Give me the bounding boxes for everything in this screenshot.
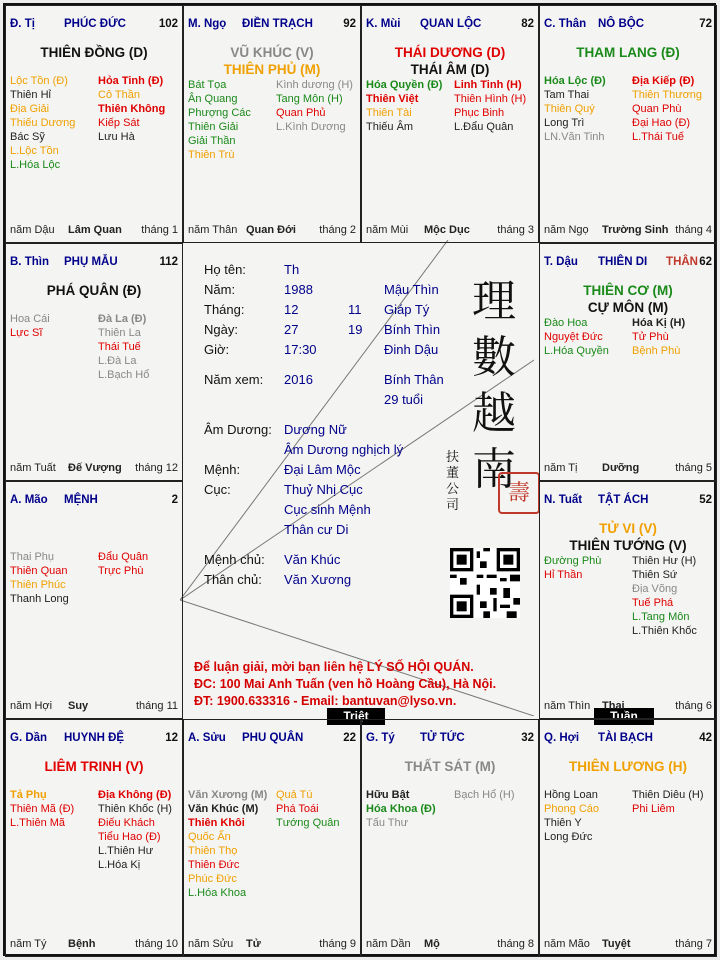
palace-branch: G. Dần bbox=[10, 732, 48, 744]
main-star: PHÁ QUÂN (Đ) bbox=[46, 283, 142, 298]
palace-header bbox=[188, 18, 356, 30]
palace-dan[interactable] bbox=[5, 719, 183, 957]
palace-phase: Thai bbox=[602, 700, 625, 712]
minor-star: Thanh Long bbox=[10, 593, 69, 605]
right-star-list bbox=[454, 78, 526, 134]
minor-star: Thiên Thọ bbox=[188, 845, 238, 857]
minor-star: Thiên Việt bbox=[366, 93, 419, 105]
minor-star: Thiên Quan bbox=[10, 565, 68, 577]
palace-branch: C. Thân bbox=[544, 18, 587, 30]
palace-phase: Quan Đới bbox=[246, 224, 296, 236]
minor-star: Long Đức bbox=[544, 831, 593, 843]
palace-month: tháng 2 bbox=[319, 224, 356, 236]
palace-mao[interactable] bbox=[5, 481, 183, 719]
palace-tuat[interactable] bbox=[539, 481, 717, 719]
palace-year: năm Tuất bbox=[10, 462, 56, 474]
palace-year: năm Dần bbox=[366, 938, 411, 950]
minor-star: L.Thái Tuế bbox=[632, 131, 684, 143]
minor-star: Hỉ Thần bbox=[544, 569, 583, 581]
red-seal-stamp: 壽 bbox=[498, 472, 540, 514]
palace-phase: Mộc Dục bbox=[424, 224, 470, 236]
left-star-list bbox=[544, 316, 609, 358]
minor-star: Thiên Sứ bbox=[632, 569, 678, 581]
label-nam: Năm: bbox=[204, 282, 236, 297]
minor-star: Giải Thần bbox=[188, 135, 236, 147]
palace-name: TỬ TỨC bbox=[420, 732, 465, 744]
palace-hoi[interactable] bbox=[539, 719, 717, 957]
minor-star: Văn Khúc (M) bbox=[188, 803, 259, 815]
palace-branch: M. Ngọ bbox=[188, 18, 227, 30]
label-than-chu: Thân chủ: bbox=[204, 572, 262, 587]
label-menh-chu: Mệnh chủ: bbox=[204, 552, 265, 567]
palace-name: MỆNH bbox=[64, 494, 98, 506]
minor-star: Nguyệt Đức bbox=[544, 331, 603, 343]
right-star-list bbox=[98, 788, 172, 872]
palace-number: 52 bbox=[699, 494, 712, 506]
right-star-list bbox=[98, 550, 148, 578]
minor-star: Hóa Lộc (Đ) bbox=[544, 75, 606, 87]
left-star-list bbox=[188, 788, 267, 900]
left-star-list bbox=[366, 788, 436, 830]
value-ngay-can: Bính Thìn bbox=[384, 322, 441, 337]
main-stars bbox=[540, 44, 716, 61]
minor-star: L.Thiên Khốc bbox=[632, 625, 697, 637]
minor-star: Thiên Phúc bbox=[10, 579, 66, 591]
left-star-list bbox=[10, 74, 75, 172]
minor-star: L.Tang Môn bbox=[632, 611, 690, 623]
minor-star: Tam Thai bbox=[544, 89, 590, 101]
minor-star: Đào Hoa bbox=[544, 317, 588, 329]
minor-star: Bạch Hổ (H) bbox=[454, 789, 515, 801]
minor-star: Hóa Khoa (Đ) bbox=[366, 803, 436, 815]
main-star: THIÊN ĐỒNG (D) bbox=[40, 45, 148, 60]
minor-star: Thiên Mã (Đ) bbox=[10, 803, 75, 815]
value-tuoi: 29 tuổi bbox=[384, 392, 424, 407]
minor-star: Quốc Ấn bbox=[188, 831, 231, 843]
minor-star: Thiên La bbox=[98, 327, 141, 339]
palace-branch: A. Mão bbox=[10, 494, 48, 506]
than-marker: THÂN bbox=[666, 256, 698, 268]
value-nam-xem-can: Bính Thân bbox=[384, 372, 444, 387]
palace-branch: Q. Hợi bbox=[544, 732, 580, 744]
contact-line-2: ĐC: 100 Mai Anh Tuấn (ven hồ Hoàng Cầu), Hà Nội. bbox=[194, 677, 497, 691]
label-nam-xem: Năm xem: bbox=[204, 372, 264, 387]
palace-suu[interactable] bbox=[183, 719, 361, 957]
right-star-list bbox=[632, 316, 685, 358]
left-star-list bbox=[10, 550, 69, 606]
contact-line-3: ĐT: 1900.633316 - Email: bantuvan@lyso.vn. bbox=[194, 694, 457, 708]
palace-year: năm Thân bbox=[188, 224, 238, 236]
right-star-list bbox=[632, 554, 697, 638]
minor-star: Thiên Đức bbox=[188, 859, 240, 871]
qr-code-icon[interactable] bbox=[450, 548, 520, 618]
palace-header bbox=[10, 494, 178, 506]
main-stars bbox=[184, 44, 360, 78]
minor-star: Tử Phù bbox=[632, 331, 669, 343]
minor-star: Phi Liêm bbox=[632, 803, 675, 815]
minor-star: Hoa Cái bbox=[10, 313, 50, 325]
value-menh-chu: Văn Khúc bbox=[284, 552, 341, 567]
palace-month: tháng 8 bbox=[497, 938, 534, 950]
palace-phase: Mộ bbox=[424, 938, 440, 950]
minor-star: L.Bạch Hổ bbox=[98, 369, 150, 381]
palace-phase: Dưỡng bbox=[602, 462, 640, 474]
label-menh: Mệnh: bbox=[204, 462, 241, 477]
minor-star: Thiếu Dương bbox=[10, 117, 76, 129]
minor-star: Linh Tinh (H) bbox=[454, 79, 522, 91]
minor-star: Bệnh Phù bbox=[632, 345, 681, 357]
main-star: THIÊN PHỦ (M) bbox=[223, 62, 321, 77]
palace-month: tháng 1 bbox=[141, 224, 178, 236]
main-stars bbox=[6, 758, 182, 775]
minor-star: Thiên Tài bbox=[366, 107, 412, 119]
minor-star: Kiếp Sát bbox=[98, 117, 140, 129]
palace-number: 22 bbox=[343, 732, 356, 744]
right-star-list bbox=[632, 788, 704, 816]
main-stars bbox=[362, 44, 538, 78]
value-nam-xem: 2016 bbox=[284, 372, 313, 387]
palace-ty[interactable] bbox=[361, 719, 539, 957]
value-thang-can: Giáp Tý bbox=[384, 302, 430, 317]
center-info-panel bbox=[180, 240, 534, 716]
palace-name: ĐIỀN TRẠCH bbox=[242, 18, 313, 30]
palace-branch: T. Dậu bbox=[544, 256, 578, 268]
palace-branch: B. Thìn bbox=[10, 256, 49, 268]
minor-star: Trực Phù bbox=[98, 565, 144, 577]
minor-star: Thái Tuế bbox=[98, 341, 141, 353]
main-stars bbox=[540, 282, 716, 316]
triet-tag: Triệt bbox=[327, 708, 385, 725]
left-star-list bbox=[544, 554, 601, 582]
main-star: LIÊM TRINH (V) bbox=[44, 759, 144, 774]
palace-header bbox=[544, 256, 712, 268]
minor-star: Hóa Quyền (Đ) bbox=[366, 79, 443, 91]
minor-star: Bát Tọa bbox=[188, 79, 227, 91]
minor-star: Lưu Hà bbox=[98, 131, 135, 143]
minor-star: Thiên Không bbox=[98, 103, 166, 115]
minor-star: L.Thiên Mã bbox=[10, 817, 66, 829]
palace-phase: Tuyệt bbox=[602, 938, 631, 950]
palace-ti[interactable] bbox=[5, 5, 183, 243]
value-cuc-3: Thân cư Di bbox=[284, 522, 349, 537]
palace-ngo[interactable] bbox=[183, 5, 361, 243]
left-star-list bbox=[544, 74, 606, 144]
label-gio: Giờ: bbox=[204, 342, 230, 357]
palace-thin[interactable] bbox=[5, 243, 183, 481]
minor-star: Thiên Hỉ bbox=[10, 89, 51, 101]
palace-number: 12 bbox=[165, 732, 178, 744]
minor-star: Thiên Khốc (H) bbox=[98, 803, 172, 815]
minor-star: Quan Phủ bbox=[276, 107, 326, 119]
palace-name: QUAN LỘC bbox=[420, 18, 482, 30]
palace-month: tháng 12 bbox=[135, 462, 178, 474]
palace-month: tháng 5 bbox=[675, 462, 712, 474]
palace-year: năm Mão bbox=[544, 938, 590, 950]
palace-header bbox=[10, 256, 178, 268]
label-am-duong: Âm Dương: bbox=[204, 422, 272, 437]
palace-number: 82 bbox=[521, 18, 534, 30]
label-ngay: Ngày: bbox=[204, 322, 238, 337]
tuan-tag: Tuần bbox=[594, 708, 654, 725]
value-thang: 12 bbox=[284, 302, 299, 317]
palace-year: năm Mùi bbox=[366, 224, 409, 236]
palace-branch: A. Sửu bbox=[188, 732, 226, 744]
palace-branch: Đ. Tị bbox=[10, 18, 35, 30]
palace-number: 112 bbox=[159, 256, 178, 268]
minor-star: L.Kình Dương bbox=[276, 121, 346, 133]
value-nam: 1988 bbox=[284, 282, 313, 297]
palace-phase: Tử bbox=[246, 938, 261, 950]
palace-name: HUYNH ĐỆ bbox=[64, 732, 125, 744]
palace-mui[interactable] bbox=[361, 5, 539, 243]
palace-header bbox=[10, 18, 178, 30]
minor-star: Địa Giải bbox=[10, 103, 50, 115]
palace-branch: N. Tuất bbox=[544, 494, 583, 506]
minor-star: Quan Phù bbox=[632, 103, 682, 115]
palace-month: tháng 3 bbox=[497, 224, 534, 236]
palace-header bbox=[544, 18, 712, 30]
minor-star: Hữu Bật bbox=[366, 789, 410, 801]
minor-star: L.Đà La bbox=[98, 355, 137, 367]
right-star-list bbox=[98, 312, 149, 382]
label-ho-ten: Họ tên: bbox=[204, 262, 246, 277]
palace-month: tháng 7 bbox=[675, 938, 712, 950]
minor-star: Phượng Các bbox=[188, 107, 251, 119]
minor-star: Hồng Loan bbox=[544, 789, 598, 801]
minor-star: Phục Binh bbox=[454, 107, 505, 119]
minor-star: Hóa Kị (H) bbox=[632, 317, 686, 329]
calligraphy-sub: 扶 董 公 司 bbox=[446, 450, 460, 513]
palace-number: 42 bbox=[699, 732, 712, 744]
main-stars bbox=[362, 758, 538, 775]
main-star: THIÊN TƯỚNG (V) bbox=[569, 538, 687, 553]
minor-star: L.Đẩu Quân bbox=[454, 121, 514, 133]
palace-phase: Đế Vượng bbox=[68, 462, 122, 474]
left-star-list bbox=[366, 78, 442, 134]
palace-number: 92 bbox=[343, 18, 356, 30]
minor-star: Thiếu Âm bbox=[366, 121, 414, 133]
palace-month: tháng 4 bbox=[675, 224, 712, 236]
minor-star: Lộc Tồn (Đ) bbox=[10, 75, 68, 87]
palace-header bbox=[366, 18, 534, 30]
minor-star: Hỏa Tinh (Đ) bbox=[98, 75, 164, 87]
palace-name: PHU QUÂN bbox=[242, 732, 304, 744]
palace-branch: G. Tý bbox=[366, 732, 395, 744]
palace-year: năm Thìn bbox=[544, 700, 591, 712]
main-stars bbox=[540, 758, 716, 775]
minor-star: Cô Thần bbox=[98, 89, 140, 101]
left-star-list bbox=[10, 788, 74, 830]
value-ngay: 27 bbox=[284, 322, 299, 337]
palace-phase: Lâm Quan bbox=[68, 224, 122, 236]
palace-header bbox=[544, 732, 712, 744]
minor-star: L.Hóa Khoa bbox=[188, 887, 247, 899]
minor-star: Kình dương (H) bbox=[276, 79, 353, 91]
main-star: CỰ MÔN (M) bbox=[587, 300, 669, 315]
minor-star: Thiên Trù bbox=[188, 149, 235, 161]
minor-star: Thiên Thương bbox=[632, 89, 703, 101]
right-star-list bbox=[454, 788, 515, 802]
minor-star: Thiên Khôi bbox=[188, 817, 245, 829]
minor-star: Tướng Quân bbox=[276, 817, 340, 829]
right-star-list bbox=[98, 74, 165, 144]
minor-star: Địa Kiếp (Đ) bbox=[632, 75, 695, 87]
palace-year: năm Hợi bbox=[10, 700, 53, 712]
palace-phase: Bệnh bbox=[68, 938, 96, 950]
palace-year: năm Dậu bbox=[10, 224, 55, 236]
palace-number: 72 bbox=[699, 18, 712, 30]
minor-star: Lực Sĩ bbox=[10, 327, 43, 339]
palace-number: 62 bbox=[699, 256, 712, 268]
value-cuc-1: Thuỷ Nhị Cục bbox=[284, 482, 363, 497]
palace-name: TÀI BẠCH bbox=[598, 732, 653, 744]
palace-dau[interactable] bbox=[539, 243, 717, 481]
value-nam-can: Mậu Thìn bbox=[384, 282, 439, 297]
palace-number: 32 bbox=[521, 732, 534, 744]
main-star: THIÊN CƠ (M) bbox=[583, 283, 673, 298]
palace-year: năm Sửu bbox=[188, 938, 234, 950]
left-star-list bbox=[544, 788, 599, 844]
main-star: THÁI DƯƠNG (D) bbox=[394, 45, 506, 60]
minor-star: Đà La (Đ) bbox=[98, 313, 147, 325]
palace-month: tháng 9 bbox=[319, 938, 356, 950]
minor-star: Thai Phụ bbox=[10, 551, 55, 563]
minor-star: Địa Võng bbox=[632, 583, 678, 595]
palace-name: PHÚC ĐỨC bbox=[64, 18, 126, 30]
minor-star: Tang Môn (H) bbox=[276, 93, 343, 105]
main-star: THẤT SÁT (M) bbox=[404, 759, 496, 774]
main-star: TỬ VI (V) bbox=[599, 521, 657, 536]
palace-header bbox=[366, 732, 534, 744]
right-star-list bbox=[276, 788, 340, 830]
palace-year: năm Tý bbox=[10, 938, 47, 950]
minor-star: Thiên Hình (H) bbox=[454, 93, 527, 105]
palace-year: năm Tị bbox=[544, 462, 578, 474]
minor-star: Bác Sỹ bbox=[10, 131, 45, 143]
palace-name: PHỤ MẪU bbox=[64, 256, 118, 268]
left-star-list bbox=[188, 78, 251, 162]
minor-star: Thiên Y bbox=[544, 817, 582, 829]
label-thang: Tháng: bbox=[204, 302, 245, 317]
palace-header bbox=[544, 494, 712, 506]
contact-line-1: Để luận giải, mời bạn liên hệ LÝ SỐ HỘI QUÁN. bbox=[194, 660, 474, 674]
palace-header bbox=[10, 732, 178, 744]
palace-month: tháng 11 bbox=[135, 700, 178, 712]
calligraphy-logo: 理 數 越 南 bbox=[472, 276, 516, 495]
minor-star: Ân Quang bbox=[188, 93, 238, 105]
minor-star: L.Hóa Quyền bbox=[544, 345, 609, 357]
value-cuc-2: Cục sinh Mệnh bbox=[284, 502, 371, 517]
palace-month: tháng 6 bbox=[675, 700, 712, 712]
minor-star: Tuế Phá bbox=[632, 597, 674, 609]
main-star: THIÊN LƯƠNG (H) bbox=[569, 759, 687, 774]
main-star: THAM LANG (Đ) bbox=[576, 45, 680, 60]
minor-star: L.Lộc Tồn bbox=[10, 145, 59, 157]
label-cuc: Cục: bbox=[204, 482, 231, 497]
main-stars bbox=[540, 520, 716, 554]
minor-star: Tiểu Hao (Đ) bbox=[98, 831, 161, 843]
palace-number: 102 bbox=[158, 18, 178, 30]
palace-month: tháng 10 bbox=[135, 938, 178, 950]
value-menh: Đại Lâm Mộc bbox=[284, 462, 361, 477]
minor-star: Văn Xương (M) bbox=[188, 789, 268, 801]
right-star-list bbox=[276, 78, 353, 134]
minor-star: Điếu Khách bbox=[98, 817, 155, 829]
value-am-duong-2: Âm Dương nghịch lý bbox=[284, 442, 404, 457]
palace-name: TẬT ÁCH bbox=[598, 494, 649, 506]
minor-star: Phá Toái bbox=[276, 803, 319, 815]
minor-star: Địa Không (Đ) bbox=[98, 789, 172, 801]
minor-star: Tả Phụ bbox=[10, 789, 47, 801]
right-star-list bbox=[632, 74, 702, 144]
minor-star: L.Hóa Kị bbox=[98, 859, 141, 871]
value-thang-am: 11 bbox=[348, 302, 362, 317]
left-star-list bbox=[10, 312, 50, 340]
minor-star: Thiên Giải bbox=[188, 121, 239, 133]
minor-star: Thiên Hư (H) bbox=[632, 555, 697, 567]
minor-star: Phong Cáo bbox=[544, 803, 600, 815]
value-ho-ten: Th bbox=[284, 262, 300, 277]
value-than-chu: Văn Xương bbox=[284, 572, 352, 587]
value-am-duong-1: Dương Nữ bbox=[284, 422, 347, 437]
value-gio-can: Đinh Dậu bbox=[384, 342, 439, 357]
minor-star: Long Trì bbox=[544, 117, 585, 129]
minor-star: Quả Tú bbox=[276, 789, 313, 801]
value-ngay-am: 19 bbox=[348, 322, 363, 337]
minor-star: LN.Văn Tinh bbox=[544, 131, 605, 143]
palace-phase: Trường Sinh bbox=[602, 224, 669, 236]
palace-branch: K. Mùi bbox=[366, 18, 401, 30]
palace-number: 2 bbox=[171, 494, 178, 506]
palace-name: THIÊN DI bbox=[598, 256, 648, 268]
minor-star: Đẩu Quân bbox=[98, 551, 149, 563]
palace-header bbox=[188, 732, 356, 744]
main-stars bbox=[6, 44, 182, 61]
minor-star: Thiên Quý bbox=[544, 103, 595, 115]
minor-star: Đường Phù bbox=[544, 555, 602, 567]
minor-star: Thiên Diêu (H) bbox=[632, 789, 704, 801]
main-star: VŨ KHÚC (V) bbox=[230, 45, 314, 60]
palace-than[interactable] bbox=[539, 5, 717, 243]
minor-star: Phúc Đức bbox=[188, 873, 237, 885]
minor-star: Tấu Thư bbox=[366, 817, 409, 829]
palace-phase: Suy bbox=[68, 700, 89, 712]
value-gio: 17:30 bbox=[284, 342, 317, 357]
main-star: THÁI ÂM (D) bbox=[410, 62, 490, 77]
main-stars bbox=[6, 282, 182, 299]
minor-star: L.Thiên Hư bbox=[98, 845, 154, 857]
palace-name: NÔ BỘC bbox=[598, 18, 644, 30]
minor-star: L.Hóa Lộc bbox=[10, 159, 61, 171]
palace-year: năm Ngọ bbox=[544, 224, 589, 236]
minor-star: Đại Hao (Đ) bbox=[632, 117, 691, 129]
